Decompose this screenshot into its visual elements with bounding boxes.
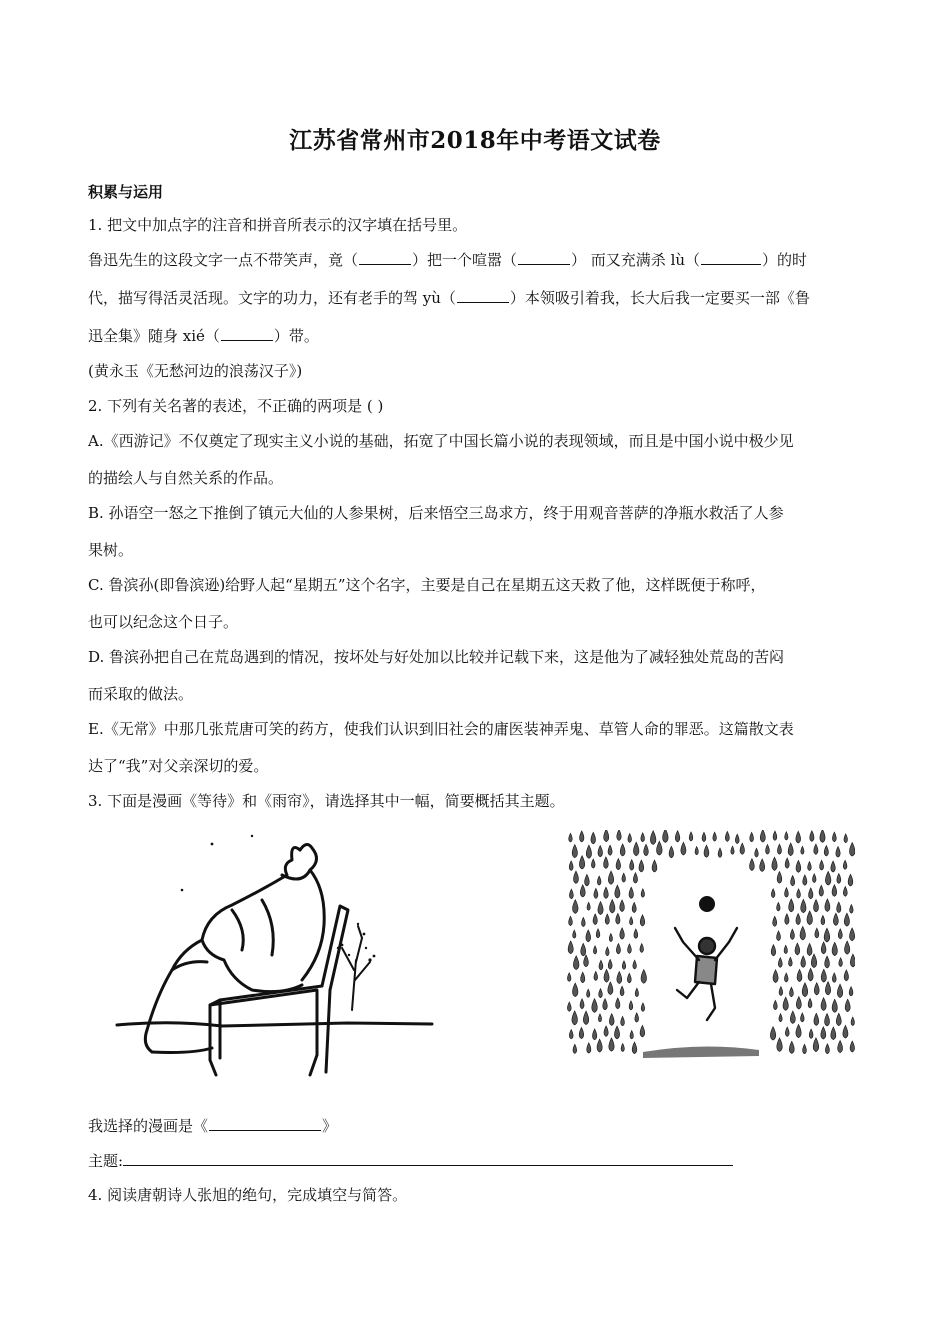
raindrop — [640, 944, 644, 953]
raindrop — [599, 960, 603, 970]
raindrop — [777, 1038, 782, 1052]
raindrop — [675, 831, 680, 842]
raindrop — [825, 956, 830, 968]
raindrop — [777, 872, 782, 884]
q1-line-2: 代，描写得活灵活现。文字的功力，还有老手的驾 yù（ ）本领吸引着我，长大后我一定要买一部《鲁 — [88, 289, 810, 307]
raindrop — [641, 833, 645, 842]
raindrop — [850, 905, 853, 914]
raindrop — [630, 917, 633, 925]
raindrop — [785, 832, 788, 840]
raindrop — [848, 874, 853, 886]
raindrop — [573, 956, 579, 970]
cartoon-waiting — [112, 830, 437, 1078]
q2-option-c-cont: 也可以纪念这个日子。 — [88, 613, 239, 631]
raindrop — [815, 928, 819, 938]
raindrop — [635, 988, 638, 997]
raindrop — [628, 834, 632, 843]
raindrop — [784, 945, 787, 953]
raindrop — [814, 983, 819, 995]
raindrop — [801, 899, 806, 912]
raindrop — [773, 1000, 777, 1009]
raindrop — [641, 1003, 644, 1012]
q3-theme-blank[interactable] — [123, 1151, 733, 1166]
raindrop — [599, 989, 603, 998]
raindrop — [777, 931, 781, 941]
raindrop — [770, 1027, 775, 1040]
raindrop — [617, 830, 621, 841]
raindrop — [821, 915, 825, 924]
q2-option-a-cont: 的描绘人与自然关系的作品。 — [88, 469, 284, 487]
raindrop — [820, 860, 824, 870]
raindrop — [616, 944, 620, 954]
raindrop — [569, 833, 572, 842]
raindrop — [669, 846, 674, 858]
raindrop — [616, 913, 620, 924]
raindrop — [808, 968, 813, 981]
raindrop — [681, 842, 686, 855]
raindrop — [597, 1039, 602, 1052]
raindrop — [808, 861, 812, 870]
raindrop — [608, 982, 613, 995]
raindrop — [832, 973, 836, 983]
raindrop — [586, 930, 591, 942]
raindrop — [569, 889, 573, 899]
raindrop — [568, 941, 573, 954]
raindrop — [713, 832, 717, 841]
raindrop — [608, 845, 612, 855]
raindrop — [811, 954, 816, 968]
raindrop — [797, 889, 801, 898]
raindrop — [718, 848, 722, 857]
q1-blank-2[interactable] — [518, 250, 570, 265]
raindrop — [795, 943, 800, 955]
raindrop — [773, 970, 778, 983]
q3-stem: 3. 下面是漫画《等待》和《雨帘》，请选择其中一幅，简要概括其主题。 — [88, 792, 565, 810]
raindrop — [650, 831, 656, 845]
raindrop — [850, 1041, 854, 1052]
raindrop — [802, 983, 808, 997]
raindrop — [591, 832, 596, 844]
raindrop — [587, 1043, 591, 1053]
raindrop — [604, 1026, 608, 1037]
q2-stem: 2. 下列有关名著的表述，不正确的两项是 ( ) — [88, 397, 384, 415]
raindrop — [789, 899, 794, 912]
q2-option-a: A.《西游记》不仅奠定了现实主义小说的基础，拓宽了中国长篇小说的表现领域，而且是中国小说中极少见 — [88, 432, 794, 450]
raindrop — [777, 844, 781, 854]
raindrop — [593, 914, 597, 925]
raindrop — [581, 917, 585, 926]
raindrop — [825, 1014, 830, 1026]
raindrop — [567, 973, 570, 982]
raindrop — [606, 947, 609, 956]
raindrop — [807, 943, 812, 955]
raindrop — [610, 899, 615, 912]
q3-choice-line: 我选择的漫画是《 》 — [88, 1117, 338, 1135]
raindrop — [591, 859, 595, 868]
raindrop — [632, 902, 636, 912]
raindrop — [581, 943, 586, 955]
raindrop — [844, 913, 849, 926]
raindrop — [800, 926, 805, 940]
raindrop — [572, 845, 577, 858]
raindrop — [579, 856, 584, 869]
raindrop — [641, 970, 647, 984]
raindrop — [845, 941, 850, 954]
cartoon-rain-curtain — [563, 830, 855, 1062]
raindrop — [820, 830, 825, 842]
raindrop — [594, 971, 598, 980]
raindrop — [615, 885, 620, 898]
raindrop — [772, 857, 777, 870]
raindrop — [819, 885, 823, 896]
raindrop — [580, 831, 584, 842]
raindrop — [824, 928, 830, 942]
raindrop — [587, 989, 590, 997]
raindrop — [639, 860, 644, 872]
raindrop — [783, 997, 788, 1010]
raindrop — [838, 1040, 843, 1052]
raindrop — [629, 887, 633, 898]
raindrop — [731, 846, 734, 854]
raindrop — [790, 1011, 795, 1024]
raindrop — [641, 889, 644, 898]
raindrop — [644, 844, 649, 856]
raindrop — [760, 859, 765, 872]
raindrop — [777, 902, 780, 911]
raindrop — [635, 1013, 639, 1022]
q3-choice-blank[interactable] — [209, 1116, 321, 1131]
raindrop — [605, 914, 609, 924]
raindrop — [796, 997, 801, 1010]
raindrop — [620, 900, 625, 912]
raindrop — [837, 984, 842, 997]
raindrop — [831, 861, 835, 872]
raindrop — [620, 986, 624, 996]
raindrop — [592, 1029, 596, 1040]
raindrop — [630, 860, 634, 871]
raindrop — [603, 999, 608, 1010]
raindrop — [584, 955, 589, 967]
raindrop — [633, 873, 637, 883]
raindrop — [832, 832, 836, 842]
raindrop — [801, 846, 804, 854]
raindrop — [831, 1027, 836, 1040]
raindrop — [598, 1014, 601, 1022]
raindrop — [779, 987, 783, 996]
raindrop — [598, 902, 603, 915]
raindrop — [587, 902, 590, 910]
raindrop — [803, 875, 807, 885]
raindrop — [569, 916, 573, 925]
raindrop — [632, 1042, 637, 1054]
raindrop — [832, 885, 837, 897]
raindrop — [573, 930, 576, 938]
raindrop — [809, 888, 813, 899]
raindrop — [771, 889, 775, 898]
raindrop — [849, 987, 853, 996]
raindrop — [814, 1013, 819, 1025]
raindrop — [622, 873, 626, 882]
raindrop — [796, 913, 800, 924]
q2-option-e: E.《无常》中那几张荒唐可笑的药方，使我们认识到旧社会的庸医装神弄鬼、草管人命的罪恶。这篇散文表 — [88, 720, 794, 738]
raindrop — [796, 860, 801, 872]
raindrop — [596, 929, 600, 938]
raindrop — [825, 899, 830, 912]
raindrop — [825, 871, 831, 885]
raindrop — [766, 844, 770, 854]
raindrop — [572, 1011, 578, 1025]
raindrop — [801, 956, 806, 968]
raindrop — [843, 860, 847, 869]
q1-line-3: 迅全集》随身 xié（ ）带。 — [88, 327, 319, 345]
raindrop — [832, 942, 837, 955]
raindrop — [580, 999, 584, 1009]
raindrop — [784, 973, 788, 982]
raindrop — [801, 1013, 805, 1022]
raindrop — [652, 860, 657, 872]
raindrop — [695, 847, 698, 855]
q2-option-b-cont: 果树。 — [88, 541, 134, 559]
q2-option-b: B. 孙语空一怒之下推倒了镇元大仙的人参果树，后来悟空三岛求方，终于用观音菩萨的净瓶水救活了人参 — [88, 504, 784, 522]
raindrop — [573, 871, 578, 883]
q1-blank-4[interactable] — [457, 288, 509, 303]
raindrop — [791, 876, 795, 886]
raindrop — [837, 873, 841, 883]
raindrop — [614, 1026, 619, 1039]
q4-stem: 4. 阅读唐朝诗人张旭的绝句，完成填空与简答。 — [88, 1186, 408, 1204]
raindrop — [825, 1044, 829, 1054]
raindrop — [604, 969, 609, 982]
raindrop — [640, 1025, 645, 1037]
raindrop — [593, 946, 596, 954]
raindrop — [789, 1041, 794, 1053]
raindrop — [581, 972, 585, 983]
raindrop — [843, 1025, 848, 1038]
raindrop — [813, 1038, 819, 1052]
raindrop — [851, 1017, 854, 1026]
raindrop — [789, 957, 793, 966]
q2-option-d-cont: 而采取的做法。 — [88, 685, 194, 703]
raindrop — [845, 999, 850, 1012]
raindrop — [821, 969, 826, 982]
raindrop — [740, 843, 744, 854]
section-heading: 积累与运用 — [88, 183, 164, 201]
raindrop — [629, 1001, 633, 1010]
raindrop — [796, 1024, 801, 1037]
raindrop — [844, 970, 848, 981]
raindrop — [825, 982, 830, 995]
raindrop — [634, 929, 638, 939]
q1-blank-1[interactable] — [359, 250, 411, 265]
raindrop — [808, 998, 812, 1008]
raindrop — [617, 971, 622, 983]
raindrop — [821, 1027, 826, 1039]
raindrop — [844, 834, 848, 843]
raindrop — [579, 1027, 583, 1038]
raindrop — [620, 844, 625, 856]
raindrop — [622, 961, 625, 970]
raindrop — [796, 831, 801, 843]
page-title: 江苏省常州市2018年中考语文试卷 — [289, 127, 661, 154]
raindrop — [850, 928, 855, 941]
q3-theme-line: 主题: — [88, 1150, 878, 1172]
raindrop — [608, 871, 613, 884]
raindrop — [836, 846, 840, 857]
raindrop — [803, 1044, 807, 1053]
q1-blank-3[interactable] — [701, 250, 761, 265]
q2-option-d: D. 鲁滨孙把自己在荒岛遇到的情况，按坏处与好处加以比较并记载下来，这是他为了减轻独处荒岛的苦闷 — [88, 648, 785, 666]
raindrop — [833, 913, 838, 925]
raindrop — [583, 1011, 588, 1025]
raindrop — [839, 958, 843, 967]
raindrop — [609, 1038, 614, 1051]
raindrop — [592, 999, 598, 1013]
raindrop — [702, 832, 706, 841]
raindrop — [750, 859, 755, 871]
raindrop — [773, 916, 777, 926]
raindrop — [821, 942, 826, 954]
raindrop — [790, 929, 794, 939]
raindrop — [573, 900, 579, 914]
raindrop — [633, 960, 637, 969]
raindrop — [604, 830, 609, 842]
q2-option-c: C. 鲁滨孙(即鲁滨逊)给野人起“星期五”这个名字，主要是自己在星期五这天救了他，这样既便于称呼， — [88, 576, 766, 594]
raindrop — [598, 845, 603, 856]
raindrop — [585, 874, 590, 886]
raindrop — [771, 945, 775, 956]
raindrop — [604, 887, 609, 898]
raindrop — [725, 831, 729, 841]
raindrop — [704, 845, 709, 857]
q2-option-e-cont: 达了“我”对父亲深切的爱。 — [88, 757, 269, 775]
raindrop — [843, 886, 847, 896]
raindrop — [604, 857, 609, 869]
raindrop — [814, 844, 818, 854]
raindrop — [628, 944, 632, 954]
raindrop — [821, 998, 826, 1011]
raindrop — [760, 830, 765, 842]
raindrop — [779, 1014, 782, 1022]
raindrop — [785, 858, 789, 868]
raindrop — [812, 874, 816, 883]
raindrop — [616, 998, 620, 1009]
raindrop — [569, 861, 573, 871]
raindrop — [797, 969, 802, 981]
raindrop — [785, 1027, 789, 1036]
raindrop — [689, 832, 693, 841]
q1-line-1: 鲁迅先生的这段文字一点不带笑声，竟（ ）把一个喧嚣（ ） 而又充满杀 lù（ ）的时 — [88, 251, 808, 269]
raindrop — [778, 958, 782, 968]
raindrop — [773, 831, 777, 840]
raindrop — [750, 832, 754, 841]
q1-source: (黄永玉《无愁河边的浪荡汉子》) — [88, 362, 303, 380]
raindrop — [621, 1016, 625, 1025]
raindrop — [597, 876, 601, 885]
raindrop — [838, 929, 842, 939]
raindrop — [594, 888, 598, 898]
raindrop — [810, 831, 814, 842]
raindrop — [620, 928, 625, 939]
raindrop — [630, 1030, 633, 1038]
raindrop — [814, 899, 819, 911]
raindrop — [621, 1043, 624, 1051]
raindrop — [627, 973, 631, 983]
raindrop — [809, 1029, 813, 1038]
raindrop — [837, 902, 841, 913]
raindrop — [824, 846, 828, 856]
raindrop — [609, 934, 612, 942]
raindrop — [755, 848, 759, 857]
raindrop — [807, 911, 813, 925]
raindrop — [788, 843, 793, 856]
raindrop — [616, 859, 620, 870]
raindrop — [609, 1014, 614, 1026]
raindrop — [663, 830, 668, 843]
raindrop — [633, 842, 638, 856]
raindrop — [572, 983, 577, 997]
q1-stem: 1. 把文中加点字的注音和拼音所表示的汉字填在括号里。 — [88, 216, 468, 234]
raindrop — [785, 888, 789, 897]
raindrop — [580, 885, 585, 897]
raindrop — [785, 914, 789, 925]
raindrop — [573, 1044, 577, 1053]
raindrop — [789, 987, 793, 997]
raindrop — [657, 841, 663, 855]
q1-blank-5[interactable] — [221, 326, 273, 341]
raindrop — [569, 1030, 573, 1039]
raindrop — [850, 954, 855, 967]
raindrop — [586, 845, 591, 858]
raindrop — [836, 1013, 841, 1025]
raindrop — [850, 842, 855, 856]
raindrop — [640, 915, 645, 926]
raindrop — [567, 1002, 571, 1011]
raindrop — [608, 959, 612, 969]
raindrop — [832, 999, 837, 1012]
raindrop — [735, 834, 739, 843]
